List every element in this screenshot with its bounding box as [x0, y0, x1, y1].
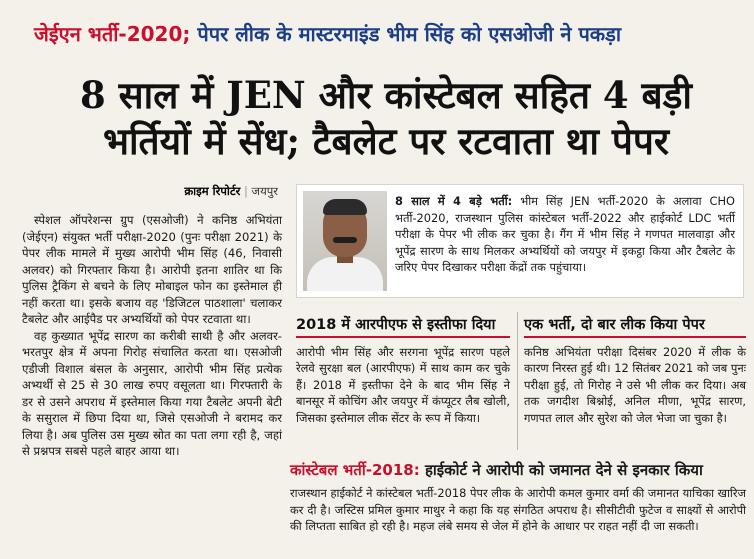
bottom-section-heading [290, 460, 748, 480]
info-box-body: भीम सिंह JEN भर्ती-2020 के अलावा CHO भर्ती-2020, राजस्थान पुलिस कांस्टेबल भर्ती-2022 और हाईकोर्ट LDC भर्ती परीक्षा के पेपर भी लीक कर चुका है। गैंग में भीम सिंह ने गणपत मालवाड़ा और भूपेंद्र सारण के साथ मिलकर अभ्यर्थियों को जयपुर में इकट्ठा किया और टैबलेट के जरिए पेपर दिखाकर परीक्षा केंद्रों तक पहुंचाया। [395, 194, 735, 275]
info-box-text [395, 193, 735, 276]
byline [22, 184, 278, 199]
person-photo [303, 191, 387, 291]
info-box-lead: 8 साल में 4 बड़े भर्ती: [395, 194, 513, 208]
kicker-red: जेईएन भर्ती-2020; [34, 22, 191, 46]
kicker-rest: पेपर लीक के मास्टरमाइंड भीम सिंह को एसओजी ने पकड़ा [190, 22, 622, 46]
headline-line-1: 8 साल में JEN और कांस्टेबल सहित 4 बड़ी [80, 73, 692, 117]
byline-city: जयपुर [251, 184, 278, 198]
bottom-section-text: राजस्थान हाईकोर्ट ने कांस्टेबल भर्ती-2018 पेपर लीक के आरोपी कमल कुमार वर्मा की जमानत याचिका खारिज कर दी है। जस्टिस प्रमिल कुमार माथुर ने कहा कि यह संगठित अपराध है। सीसीटीवी फुटेज व साक्ष्यों से आरोपी की लिप्तता साबित हो रही है। महज लंबे समय से जेल में होने के आधार पर राहत नहीं दी जा सकती। [290, 486, 746, 534]
photo-hair [323, 199, 367, 215]
byline-role: क्राइम रिपोर्टर [184, 184, 241, 198]
bottom-heading-rest: हाईकोर्ट ने आरोपी को जमानत देने से इनकार किया [419, 461, 703, 479]
headline-line-2: भर्तियों में सेंध; टैबलेट पर रटवाता था पेपर [102, 119, 670, 163]
headline [22, 72, 750, 164]
right-heading-rule [524, 336, 746, 338]
left-column [22, 212, 282, 460]
right-section-heading: एक भर्ती, दो बार लीक किया पेपर [524, 317, 705, 333]
column-divider [517, 312, 518, 450]
mid-heading-rule [296, 336, 510, 338]
mid-section-heading: 2018 में आरपीएफ से इस्तीफा दिया [296, 317, 496, 333]
left-paragraph-1: स्पेशल ऑपरेशन्स ग्रुप (एसओजी) ने कनिष्ठ अभियंता (जेईएन) संयुक्त भर्ती परीक्षा-2020 (पुनः परीक्षा 2021) के पेपर लीक मामले में मुख्य आरोपी भीम सिंह (46, निवासी अलवर) को गिरफ्तार किया है। आरोपी इतना शातिर था कि पुलिस ट्रैकिंग से बचने के लिए मोबाइल फोन का इस्तेमाल ही नहीं करता था। इसके बजाय वह 'डिजिटल पाठशाला' चलाकर टैबलेट और आईपैड पर अभ्यर्थियों को पेपर रटवाता था। [22, 213, 282, 326]
bottom-heading-red: कांस्टेबल भर्ती-2018: [290, 461, 420, 479]
right-section-text: कनिष्ठ अभियंता परीक्षा दिसंबर 2020 में लीक के कारण निरस्त हुई थी। 12 सितंबर 2021 को जब पुनः परीक्षा हुई, तो गिरोह ने उसे भी लीक कर दिया। अब तक जगदीश बिश्नोई, अनिल मीणा, भूपेंद्र सारण, गणपत लाल और सुरेश को जेल भेजा जा चुका है। [524, 345, 746, 425]
photo-moustache [333, 237, 357, 243]
info-box [296, 184, 744, 298]
mid-section-text: आरोपी भीम सिंह और सरगना भूपेंद्र सारण पहले रेलवे सुरक्षा बल (आरपीएफ) में साथ काम कर चुके हैं। 2018 में इस्तीफा देने के बाद भीम सिंह ने बानसूर में कोचिंग और जयपुर में कंप्यूटर लैब खोली, जिसका इस्तेमाल लीक सेंटर के रूप में किया। [296, 345, 510, 425]
left-paragraph-2: वह कुख्यात भूपेंद्र सारण का करीबी साथी है और अलवर-भरतपुर क्षेत्र में अपना गिरोह संचालित करता था। एसओजी एडीजी विशाल बंसल के अनुसार, आरोपी भीम सिंह प्रत्येक अभ्यर्थी से 25 से 30 लाख रुपए वसूलता था। गिरफ्तारी के डर से उसने अपराध में इस्तेमाल किया गया टैबलेट अपनी बेटी के ससुराल में छिपा दिया था, जिसे एसओजी ने बरामद कर लिया है। अब पुलिस उस मुख्य स्रोत का पता लगा रही है, जहां से प्रश्नपत्र सबसे पहले बाहर आया था। [22, 328, 282, 458]
byline-separator: | [240, 184, 252, 198]
kicker-line [34, 20, 746, 47]
